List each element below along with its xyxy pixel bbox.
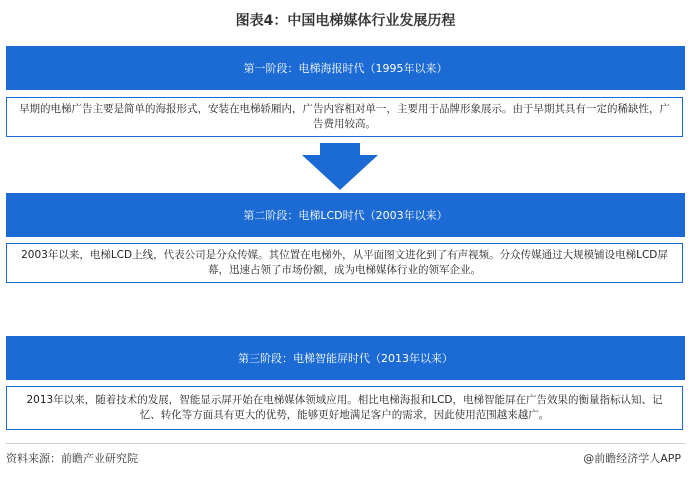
page-title: 图表4：中国电梯媒体行业发展历程 xyxy=(235,13,456,29)
source-note: 资料来源：前瞻产业研究院 xyxy=(6,452,138,465)
stage-2-body xyxy=(6,243,683,283)
stage-3-text: 2013年以来，随着技术的发展，智能显示屏开始在电梯媒体领域应用。相比电梯海报和LCD，电梯智能屏在广告效果的衡量指标认知、记忆、转化等方面具有更大的优势，能够更好地满足客户的需求，因此使用范围越来越广。 xyxy=(26,394,663,421)
stage-2-text: 2003年以来，电梯LCD上线，代表公司是分众传媒。其位置在电梯外，从平面图文进化到了有声视频。分众传媒通过大规模铺设电梯LCD屏幕，迅速占领了市场份额，成为电梯媒体行业的领军企业。 xyxy=(21,249,668,276)
down-arrow-icon xyxy=(300,143,380,191)
stage-3-body xyxy=(6,386,683,430)
stage-3-header: 第三阶段：电梯智能屏时代（2013年以来） xyxy=(6,336,685,380)
brand-credit xyxy=(583,450,681,466)
footer-divider xyxy=(6,443,685,444)
stage-1-header: 第一阶段：电梯海报时代（1995年以来） xyxy=(6,46,685,90)
brand-text: @前瞻经济学人APP xyxy=(583,452,681,465)
stage-1-text: 早期的电梯广告主要是简单的海报形式，安装在电梯轿厢内，广告内容相对单一，主要用于品牌形象展示。由于早期其具有一定的稀缺性，广告费用较高。 xyxy=(19,103,670,130)
stage-1-body xyxy=(6,97,683,137)
stage-2-header: 第二阶段：电梯LCD时代（2003年以来） xyxy=(6,193,685,237)
